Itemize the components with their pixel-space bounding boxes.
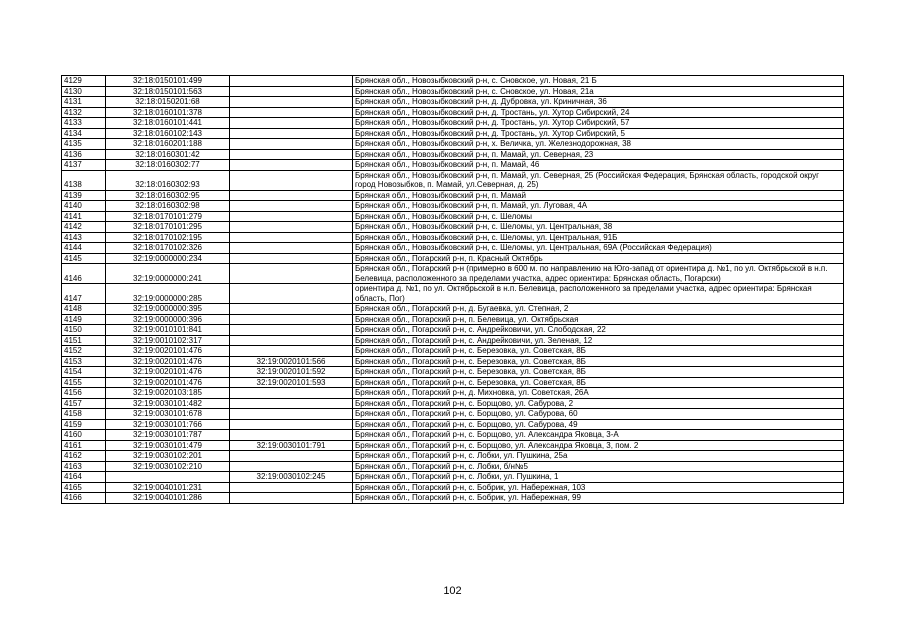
row-number-cell: 4143 bbox=[62, 232, 106, 243]
registry-table-body bbox=[62, 76, 844, 504]
row-number-cell: 4145 bbox=[62, 253, 106, 264]
cadastral-number-cell: 32:19:0000000:241 bbox=[106, 264, 230, 284]
row-number-cell: 4152 bbox=[62, 346, 106, 357]
table-row bbox=[62, 325, 844, 336]
linked-cadastral-number-cell bbox=[230, 253, 353, 264]
row-number-cell: 4154 bbox=[62, 367, 106, 378]
row-number-cell: 4132 bbox=[62, 107, 106, 118]
cadastral-number-cell: 32:19:0000000:285 bbox=[106, 284, 230, 304]
address-cell: Брянская обл., Новозыбковский р-н, с. Сновское, ул. Новая, 21 Б bbox=[353, 76, 844, 87]
row-number-cell: 4158 bbox=[62, 409, 106, 420]
row-number-cell: 4159 bbox=[62, 419, 106, 430]
row-number-cell: 4147 bbox=[62, 284, 106, 304]
linked-cadastral-number-cell bbox=[230, 284, 353, 304]
linked-cadastral-number-cell bbox=[230, 107, 353, 118]
cadastral-number-cell: 32:19:0040101:231 bbox=[106, 482, 230, 493]
address-cell: Брянская обл., Погарский р-н, с. Лобки, ул. Пушкина, 25а bbox=[353, 451, 844, 462]
linked-cadastral-number-cell bbox=[230, 264, 353, 284]
cadastral-number-cell: 32:18:0170101:295 bbox=[106, 222, 230, 233]
cadastral-number-cell: 32:19:0020101:476 bbox=[106, 377, 230, 388]
cadastral-number-cell: 32:19:0030101:678 bbox=[106, 409, 230, 420]
row-number-cell: 4155 bbox=[62, 377, 106, 388]
address-cell: Брянская обл., Погарский р-н, с. Борщово, ул. Сабурова, 60 bbox=[353, 409, 844, 420]
table-row bbox=[62, 482, 844, 493]
table-row bbox=[62, 222, 844, 233]
cadastral-number-cell: 32:19:0000000:396 bbox=[106, 314, 230, 325]
address-cell: Брянская обл., Новозыбковский р-н, п. Мамай, ул. Луговая, 4А bbox=[353, 201, 844, 212]
address-cell: Брянская обл., Погарский р-н (примерно в 600 м. по направлению на Юго-запад от ориентира д. №1, по ул. Октябрьской в н.п. Белевица, расположенного за пределами участка, адрес ориентира: Брянская область, Погарски) bbox=[353, 264, 844, 284]
address-cell: Брянская обл., Новозыбковский р-н, п. Мамай bbox=[353, 190, 844, 201]
address-cell: Брянская обл., Новозыбковский р-н, х. Величка, ул. Железнодорожная, 38 bbox=[353, 139, 844, 150]
cadastral-number-cell: 32:19:0030102:201 bbox=[106, 451, 230, 462]
linked-cadastral-number-cell: 32:19:0030101:791 bbox=[230, 440, 353, 451]
table-row bbox=[62, 461, 844, 472]
address-cell: Брянская обл., Погарский р-н, д. Бугаевка, ул. Степная, 2 bbox=[353, 304, 844, 315]
table-row bbox=[62, 107, 844, 118]
row-number-cell: 4142 bbox=[62, 222, 106, 233]
address-cell: Брянская обл., Погарский р-н, с. Андрейковичи, ул. Слободская, 22 bbox=[353, 325, 844, 336]
cadastral-number-cell: 32:18:0160102:143 bbox=[106, 128, 230, 139]
row-number-cell: 4162 bbox=[62, 451, 106, 462]
cadastral-number-cell: 32:18:0160101:378 bbox=[106, 107, 230, 118]
row-number-cell: 4148 bbox=[62, 304, 106, 315]
cadastral-number-cell: 32:19:0020101:476 bbox=[106, 346, 230, 357]
table-row bbox=[62, 190, 844, 201]
address-cell: Брянская обл., Погарский р-н, д. Михновка, ул. Советская, 26А bbox=[353, 388, 844, 399]
address-cell: Брянская обл., Погарский р-н, с. Борщово, ул. Сабурова, 2 bbox=[353, 398, 844, 409]
linked-cadastral-number-cell: 32:19:0020101:593 bbox=[230, 377, 353, 388]
cadastral-number-cell: 32:19:0010101:841 bbox=[106, 325, 230, 336]
cadastral-number-cell: 32:19:0020101:476 bbox=[106, 356, 230, 367]
cadastral-number-cell: 32:18:0170102:326 bbox=[106, 243, 230, 254]
linked-cadastral-number-cell bbox=[230, 201, 353, 212]
cadastral-number-cell: 32:19:0030101:482 bbox=[106, 398, 230, 409]
address-cell: ориентира д. №1, по ул. Октябрьской в н.п. Белевица, расположенного за пределами участка, адрес ориентира: Брянская область, Пог) bbox=[353, 284, 844, 304]
cadastral-number-cell: 32:19:0000000:395 bbox=[106, 304, 230, 315]
address-cell: Брянская обл., Погарский р-н, с. Борщово, ул. Александра Яковца, 3-А bbox=[353, 430, 844, 441]
linked-cadastral-number-cell bbox=[230, 149, 353, 160]
address-cell: Брянская обл., Погарский р-н, с. Борщово, ул. Александра Яковца, 3, пом. 2 bbox=[353, 440, 844, 451]
linked-cadastral-number-cell bbox=[230, 190, 353, 201]
table-row bbox=[62, 346, 844, 357]
row-number-cell: 4135 bbox=[62, 139, 106, 150]
table-row bbox=[62, 118, 844, 129]
linked-cadastral-number-cell bbox=[230, 243, 353, 254]
cadastral-number-cell: 32:18:0160302:77 bbox=[106, 160, 230, 171]
table-row bbox=[62, 139, 844, 150]
row-number-cell: 4166 bbox=[62, 493, 106, 504]
linked-cadastral-number-cell bbox=[230, 314, 353, 325]
table-row bbox=[62, 149, 844, 160]
address-cell: Брянская обл., Новозыбковский р-н, д. Тростань, ул. Хутор Сибирский, 5 bbox=[353, 128, 844, 139]
linked-cadastral-number-cell bbox=[230, 304, 353, 315]
table-row bbox=[62, 314, 844, 325]
cadastral-number-cell: 32:18:0160302:93 bbox=[106, 170, 230, 190]
row-number-cell: 4157 bbox=[62, 398, 106, 409]
table-row bbox=[62, 367, 844, 378]
cadastral-number-cell: 32:19:0010102:317 bbox=[106, 335, 230, 346]
linked-cadastral-number-cell bbox=[230, 430, 353, 441]
row-number-cell: 4164 bbox=[62, 472, 106, 483]
table-row bbox=[62, 356, 844, 367]
row-number-cell: 4141 bbox=[62, 211, 106, 222]
cadastral-number-cell: 32:18:0160201:188 bbox=[106, 139, 230, 150]
linked-cadastral-number-cell bbox=[230, 170, 353, 190]
address-cell: Брянская обл., Погарский р-н, с. Лобки, б/н№5 bbox=[353, 461, 844, 472]
address-cell: Брянская обл., Погарский р-н, с. Березовка, ул. Советская, 8Б bbox=[353, 377, 844, 388]
cadastral-number-cell: 32:18:0170102:195 bbox=[106, 232, 230, 243]
table-row bbox=[62, 160, 844, 171]
row-number-cell: 4161 bbox=[62, 440, 106, 451]
linked-cadastral-number-cell bbox=[230, 493, 353, 504]
table-row bbox=[62, 86, 844, 97]
cadastral-number-cell: 32:19:0020101:476 bbox=[106, 367, 230, 378]
row-number-cell: 4163 bbox=[62, 461, 106, 472]
cadastral-number-cell: 32:19:0030102:210 bbox=[106, 461, 230, 472]
registry-table bbox=[61, 75, 844, 504]
linked-cadastral-number-cell: 32:19:0020101:566 bbox=[230, 356, 353, 367]
row-number-cell: 4149 bbox=[62, 314, 106, 325]
address-cell: Брянская обл., Погарский р-н, с. Березовка, ул. Советская, 8Б bbox=[353, 367, 844, 378]
cadastral-number-cell: 32:19:0030101:787 bbox=[106, 430, 230, 441]
linked-cadastral-number-cell bbox=[230, 482, 353, 493]
cadastral-number-cell: 32:19:0020103:185 bbox=[106, 388, 230, 399]
row-number-cell: 4165 bbox=[62, 482, 106, 493]
cadastral-number-cell: 32:19:0030101:479 bbox=[106, 440, 230, 451]
row-number-cell: 4133 bbox=[62, 118, 106, 129]
row-number-cell: 4131 bbox=[62, 97, 106, 108]
table-row bbox=[62, 264, 844, 284]
address-cell: Брянская обл., Новозыбковский р-н, п. Мамай, ул. Северная, 25 (Российская Федерация, Брянская область, городской округ город Новозыбков, п. Мамай, ул.Северная, д. 25) bbox=[353, 170, 844, 190]
row-number-cell: 4134 bbox=[62, 128, 106, 139]
table-row bbox=[62, 232, 844, 243]
linked-cadastral-number-cell bbox=[230, 409, 353, 420]
address-cell: Брянская обл., Новозыбковский р-н, с. Шеломы, ул. Центральная, 91Б bbox=[353, 232, 844, 243]
linked-cadastral-number-cell bbox=[230, 451, 353, 462]
linked-cadastral-number-cell bbox=[230, 335, 353, 346]
address-cell: Брянская обл., Новозыбковский р-н, с. Сновское, ул. Новая, 21а bbox=[353, 86, 844, 97]
row-number-cell: 4153 bbox=[62, 356, 106, 367]
address-cell: Брянская обл., Новозыбковский р-н, п. Мамай, ул. Северная, 23 bbox=[353, 149, 844, 160]
linked-cadastral-number-cell bbox=[230, 461, 353, 472]
table-row bbox=[62, 211, 844, 222]
address-cell: Брянская обл., Новозыбковский р-н, с. Шеломы, ул. Центральная, 69А (Российская Федерация) bbox=[353, 243, 844, 254]
cadastral-number-cell: 32:18:0150101:499 bbox=[106, 76, 230, 87]
linked-cadastral-number-cell bbox=[230, 97, 353, 108]
cadastral-number-cell: 32:19:0000000:234 bbox=[106, 253, 230, 264]
table-row bbox=[62, 451, 844, 462]
row-number-cell: 4139 bbox=[62, 190, 106, 201]
address-cell: Брянская обл., Новозыбковский р-н, д. Тростань, ул. Хутор Сибирский, 24 bbox=[353, 107, 844, 118]
table-row bbox=[62, 335, 844, 346]
address-cell: Брянская обл., Новозыбковский р-н, с. Шеломы bbox=[353, 211, 844, 222]
table-row bbox=[62, 170, 844, 190]
address-cell: Брянская обл., Погарский р-н, с. Бобрик, ул. Набережная, 99 bbox=[353, 493, 844, 504]
address-cell: Брянская обл., Погарский р-н, с. Березовка, ул. Советская, 8Б bbox=[353, 356, 844, 367]
address-cell: Брянская обл., Погарский р-н, с. Бобрик, ул. Набережная, 103 bbox=[353, 482, 844, 493]
cadastral-number-cell: 32:18:0160302:95 bbox=[106, 190, 230, 201]
address-cell: Брянская обл., Погарский р-н, п. Красный Октябрь bbox=[353, 253, 844, 264]
table-row bbox=[62, 398, 844, 409]
address-cell: Брянская обл., Новозыбковский р-н, д. Тростань, ул. Хутор Сибирский, 57 bbox=[353, 118, 844, 129]
table-row bbox=[62, 284, 844, 304]
address-cell: Брянская обл., Новозыбковский р-н, п. Мамай, 46 bbox=[353, 160, 844, 171]
table-row bbox=[62, 388, 844, 399]
linked-cadastral-number-cell bbox=[230, 325, 353, 336]
address-cell: Брянская обл., Погарский р-н, с. Лобки, ул. Пушкина, 1 bbox=[353, 472, 844, 483]
row-number-cell: 4150 bbox=[62, 325, 106, 336]
linked-cadastral-number-cell bbox=[230, 86, 353, 97]
table-row bbox=[62, 377, 844, 388]
table-row bbox=[62, 97, 844, 108]
linked-cadastral-number-cell: 32:19:0020101:592 bbox=[230, 367, 353, 378]
table-row bbox=[62, 440, 844, 451]
address-cell: Брянская обл., Новозыбковский р-н, с. Шеломы, ул. Центральная, 38 bbox=[353, 222, 844, 233]
row-number-cell: 4160 bbox=[62, 430, 106, 441]
linked-cadastral-number-cell bbox=[230, 419, 353, 430]
cadastral-number-cell: 32:18:0170101:279 bbox=[106, 211, 230, 222]
row-number-cell: 4138 bbox=[62, 170, 106, 190]
row-number-cell: 4140 bbox=[62, 201, 106, 212]
table-row bbox=[62, 409, 844, 420]
linked-cadastral-number-cell bbox=[230, 160, 353, 171]
row-number-cell: 4130 bbox=[62, 86, 106, 97]
table-row bbox=[62, 304, 844, 315]
row-number-cell: 4151 bbox=[62, 335, 106, 346]
linked-cadastral-number-cell bbox=[230, 388, 353, 399]
row-number-cell: 4136 bbox=[62, 149, 106, 160]
table-row bbox=[62, 419, 844, 430]
linked-cadastral-number-cell bbox=[230, 232, 353, 243]
table-row bbox=[62, 243, 844, 254]
table-row bbox=[62, 76, 844, 87]
cadastral-number-cell bbox=[106, 472, 230, 483]
cadastral-number-cell: 32:18:0160301:42 bbox=[106, 149, 230, 160]
row-number-cell: 4146 bbox=[62, 264, 106, 284]
row-number-cell: 4156 bbox=[62, 388, 106, 399]
table-row bbox=[62, 472, 844, 483]
row-number-cell: 4129 bbox=[62, 76, 106, 87]
row-number-cell: 4144 bbox=[62, 243, 106, 254]
linked-cadastral-number-cell bbox=[230, 76, 353, 87]
linked-cadastral-number-cell bbox=[230, 139, 353, 150]
cadastral-number-cell: 32:18:0160302:98 bbox=[106, 201, 230, 212]
address-cell: Брянская обл., Погарский р-н, с. Борщово, ул. Сабурова, 49 bbox=[353, 419, 844, 430]
address-cell: Брянская обл., Погарский р-н, с. Андрейковичи, ул. Зеленая, 12 bbox=[353, 335, 844, 346]
table-row bbox=[62, 430, 844, 441]
table-row bbox=[62, 201, 844, 212]
cadastral-number-cell: 32:18:0150101:563 bbox=[106, 86, 230, 97]
table-row bbox=[62, 128, 844, 139]
row-number-cell: 4137 bbox=[62, 160, 106, 171]
linked-cadastral-number-cell bbox=[230, 211, 353, 222]
table-row bbox=[62, 253, 844, 264]
linked-cadastral-number-cell bbox=[230, 118, 353, 129]
address-cell: Брянская обл., Погарский р-н, п. Белевица, ул. Октябрьская bbox=[353, 314, 844, 325]
linked-cadastral-number-cell bbox=[230, 398, 353, 409]
table-row bbox=[62, 493, 844, 504]
linked-cadastral-number-cell bbox=[230, 222, 353, 233]
linked-cadastral-number-cell bbox=[230, 128, 353, 139]
linked-cadastral-number-cell bbox=[230, 346, 353, 357]
page-number: 102 bbox=[443, 585, 462, 597]
cadastral-number-cell: 32:18:0150201:68 bbox=[106, 97, 230, 108]
address-cell: Брянская обл., Погарский р-н, с. Березовка, ул. Советская, 8Б bbox=[353, 346, 844, 357]
cadastral-number-cell: 32:19:0030101:766 bbox=[106, 419, 230, 430]
address-cell: Брянская обл., Новозыбковский р-н, д. Дубровка, ул. Криничная, 36 bbox=[353, 97, 844, 108]
linked-cadastral-number-cell: 32:19:0030102:245 bbox=[230, 472, 353, 483]
cadastral-number-cell: 32:19:0040101:286 bbox=[106, 493, 230, 504]
cadastral-number-cell: 32:18:0160101:441 bbox=[106, 118, 230, 129]
